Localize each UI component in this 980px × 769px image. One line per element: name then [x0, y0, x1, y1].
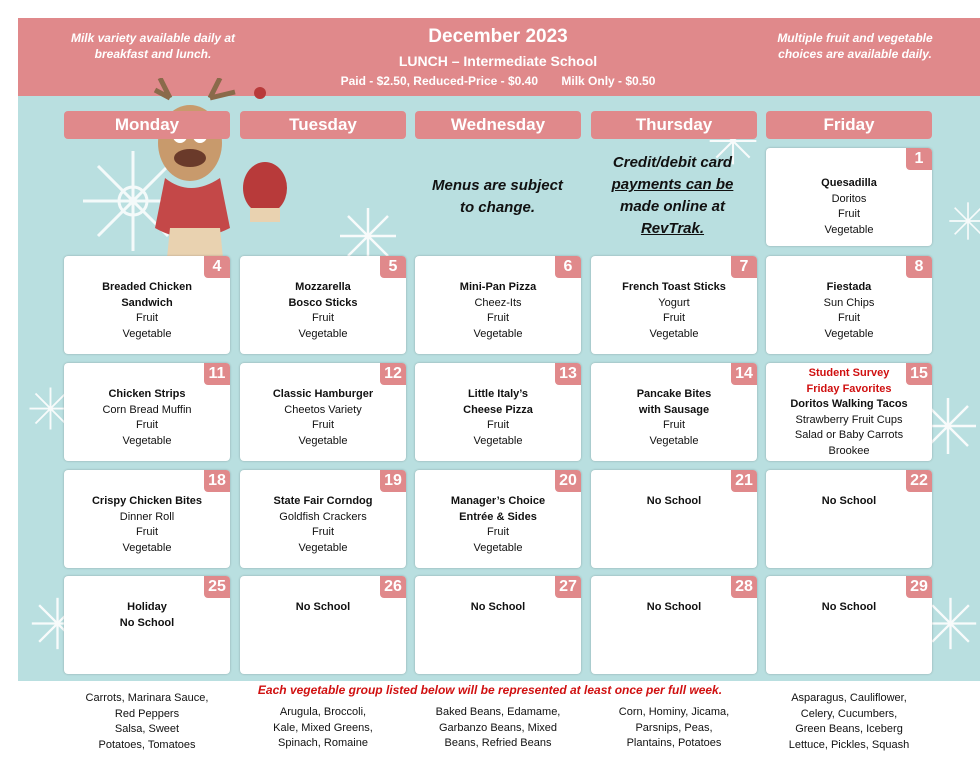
- day-cell: [415, 470, 581, 568]
- day-header-friday: Friday: [766, 111, 932, 139]
- day-number: 28: [731, 576, 757, 598]
- menus-change-note: [420, 175, 575, 219]
- survey-label: Student Survey: [808, 367, 890, 379]
- fruit: Fruit: [487, 419, 509, 431]
- holiday-label: Holiday: [127, 601, 167, 613]
- fruit: Fruit: [487, 526, 509, 538]
- page-title: December 2023: [428, 26, 568, 47]
- day-cell: [240, 256, 406, 354]
- day-cell: [766, 363, 932, 461]
- day-header-wednesday: Wednesday: [415, 111, 581, 139]
- side: Yogurt: [658, 296, 690, 309]
- no-school-label: No School: [821, 495, 877, 507]
- entree: Doritos Walking Tacos: [790, 398, 908, 410]
- day-cell: [64, 256, 230, 354]
- entree: Breaded Chicken: [102, 281, 192, 293]
- fruit: Fruit: [487, 312, 509, 324]
- day-cell: [415, 256, 581, 354]
- side: Strawberry Fruit Cups: [795, 413, 903, 426]
- side: Brookee: [828, 444, 870, 457]
- snowflake-icon: [948, 201, 980, 241]
- vegetable: Vegetable: [649, 434, 699, 447]
- day-cell: [415, 363, 581, 461]
- day-cell: [591, 470, 757, 568]
- revtrak-link[interactable]: RevTrak.: [640, 220, 705, 237]
- page-subtitle: LUNCH – Intermediate School: [398, 53, 598, 69]
- vegetable: Vegetable: [122, 434, 172, 447]
- milk-note: Milk variety available daily at breakfast and lunch.: [70, 31, 236, 61]
- side: Salad or Baby Carrots: [794, 429, 904, 441]
- vegetable: Vegetable: [122, 541, 172, 554]
- day-cell: [766, 256, 932, 354]
- day-number: 5: [380, 256, 406, 278]
- vegetable: Vegetable: [649, 327, 699, 340]
- veg-line: Spinach, Romaine: [278, 737, 368, 749]
- no-school-label: No School: [119, 616, 175, 629]
- fruit: Fruit: [312, 419, 334, 431]
- fruit: Fruit: [663, 312, 685, 324]
- note-line: payments can be: [611, 176, 734, 193]
- side: Corn Bread Muffin: [102, 403, 192, 416]
- day-number: 18: [204, 470, 230, 492]
- entree: Bosco Sticks: [288, 296, 358, 309]
- side: Dinner Roll: [119, 510, 175, 523]
- day-number: 7: [731, 256, 757, 278]
- side: Cheetos Variety: [284, 403, 362, 416]
- day-cell: [240, 576, 406, 674]
- day-cell: [240, 363, 406, 461]
- day-header-monday: Monday: [64, 111, 230, 139]
- entree: Crispy Chicken Bites: [91, 495, 203, 507]
- vegetable: Vegetable: [473, 434, 523, 447]
- fruit: Fruit: [838, 208, 860, 220]
- entree: Fiestada: [826, 281, 872, 293]
- fruit: Fruit: [663, 419, 685, 431]
- fruit: Fruit: [838, 312, 860, 324]
- day-header-thursday: Thursday: [591, 111, 757, 139]
- day-cell: [591, 576, 757, 674]
- vegetable: Vegetable: [122, 327, 172, 340]
- day-number: 25: [204, 576, 230, 598]
- side: Doritos: [831, 192, 867, 205]
- day-number: 29: [906, 576, 932, 598]
- entree: Classic Hamburger: [272, 388, 374, 400]
- vegetable: Vegetable: [298, 434, 348, 447]
- veg-line: Red Peppers: [114, 707, 180, 720]
- no-school-label: No School: [646, 495, 702, 507]
- vegetable: Vegetable: [473, 541, 523, 554]
- side: Goldfish Crackers: [279, 510, 367, 523]
- day-cell: [766, 470, 932, 568]
- vegetable-group-other: [766, 691, 932, 753]
- fruit: Fruit: [136, 419, 158, 431]
- day-number: 20: [555, 470, 581, 492]
- no-school-label: No School: [295, 601, 351, 613]
- veg-line: Arugula, Broccoli,: [279, 706, 367, 718]
- day-number: 19: [380, 470, 406, 492]
- day-cell: [415, 576, 581, 674]
- vegetable-group-dark-green: [240, 705, 406, 752]
- entree: Cheese Pizza: [463, 403, 533, 416]
- entree: Mini-Pan Pizza: [459, 281, 537, 293]
- fruit-veg-note: Multiple fruit and vegetable choices are available daily.: [777, 31, 933, 61]
- veg-line: Carrots, Marinara Sauce,: [85, 692, 209, 704]
- note-line: to change.: [459, 199, 535, 216]
- vegetable: Vegetable: [298, 541, 348, 554]
- day-cell: [766, 148, 932, 246]
- entree: French Toast Sticks: [622, 281, 726, 293]
- day-number: 11: [204, 363, 230, 385]
- vegetable: Vegetable: [298, 327, 348, 340]
- day-number: 8: [906, 256, 932, 278]
- fruit: Fruit: [136, 312, 158, 324]
- vegetable: Vegetable: [824, 327, 874, 340]
- day-number: 27: [555, 576, 581, 598]
- day-number: 6: [555, 256, 581, 278]
- veg-line: Salsa, Sweet: [114, 723, 180, 735]
- vegetable-group-red-orange: [64, 691, 230, 753]
- day-cell: [766, 576, 932, 674]
- note-line: made online at: [619, 198, 726, 215]
- fruit: Fruit: [312, 526, 334, 538]
- side: Cheez-Its: [474, 296, 522, 309]
- veg-line: Corn, Hominy, Jicama,: [618, 706, 730, 718]
- entree: Mozzarella: [295, 281, 351, 293]
- entree: with Sausage: [638, 403, 710, 416]
- veg-line: Plantains, Potatoes: [626, 737, 722, 749]
- day-cell: [64, 576, 230, 674]
- day-number: 14: [731, 363, 757, 385]
- veg-line: Potatoes, Tomatoes: [98, 738, 196, 751]
- entree: Entrée & Sides: [459, 510, 537, 523]
- entree: Pancake Bites: [636, 388, 712, 400]
- day-number: 13: [555, 363, 581, 385]
- no-school-label: No School: [470, 601, 526, 613]
- entree: Manager’s Choice: [450, 495, 546, 507]
- side: Sun Chips: [823, 296, 875, 309]
- price-line: Paid - $2.50, Reduced-Price - $0.40 Milk Only - $0.50: [340, 74, 656, 88]
- day-cell: [591, 256, 757, 354]
- day-header-tuesday: Tuesday: [240, 111, 406, 139]
- vegetable-groups-note: Each vegetable group listed below will be represented at least once per full week.: [257, 683, 723, 697]
- veg-line: Garbanzo Beans, Mixed: [438, 721, 557, 734]
- veg-line: Celery, Cucumbers,: [800, 707, 898, 720]
- fruit: Fruit: [136, 526, 158, 538]
- day-number: 12: [380, 363, 406, 385]
- veg-line: Asparagus, Cauliflower,: [791, 692, 907, 704]
- veg-line: Beans, Refried Beans: [444, 737, 552, 749]
- vegetable: Vegetable: [824, 223, 874, 236]
- day-number: 4: [204, 256, 230, 278]
- day-cell: [64, 470, 230, 568]
- vegetable: Vegetable: [473, 327, 523, 340]
- day-cell: [240, 470, 406, 568]
- survey-label: Friday Favorites: [806, 382, 892, 395]
- no-school-label: No School: [646, 601, 702, 613]
- veg-line: Kale, Mixed Greens,: [273, 721, 373, 734]
- note-line: Menus are subject: [432, 177, 563, 194]
- veg-line: Parsnips, Peas,: [635, 721, 713, 734]
- vegetable-group-legumes: [415, 705, 581, 752]
- veg-line: Lettuce, Pickles, Squash: [788, 738, 910, 751]
- entree: Chicken Strips: [108, 388, 186, 400]
- veg-line: Green Beans, Iceberg: [795, 723, 903, 735]
- day-cell: [64, 363, 230, 461]
- entree: State Fair Corndog: [273, 495, 373, 507]
- veg-line: Baked Beans, Edamame,: [435, 706, 561, 718]
- day-cell: [591, 363, 757, 461]
- day-number: 1: [906, 148, 932, 170]
- entree: Sandwich: [121, 296, 173, 309]
- day-number: 21: [731, 470, 757, 492]
- day-number: 15: [906, 363, 932, 385]
- entree: Quesadilla: [821, 177, 877, 189]
- vegetable-group-starchy: [591, 705, 757, 752]
- day-number: 22: [906, 470, 932, 492]
- credit-card-note: [595, 152, 750, 240]
- fruit: Fruit: [312, 312, 334, 324]
- day-number: 26: [380, 576, 406, 598]
- note-line: Credit/debit card: [612, 154, 733, 171]
- no-school-label: No School: [821, 601, 877, 613]
- entree: Little Italy’s: [467, 388, 529, 400]
